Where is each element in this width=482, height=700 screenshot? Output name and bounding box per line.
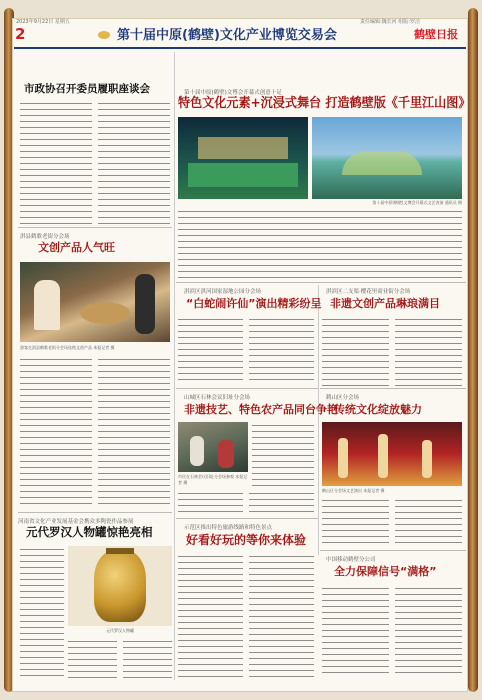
article-body — [20, 100, 170, 224]
masthead-logo: 鹤壁日报 — [414, 28, 458, 41]
photo-caption: 市民在石林会议旧址分会场参观 本报记者 摄 — [178, 474, 248, 485]
article-body — [322, 316, 462, 386]
column-divider — [174, 52, 175, 680]
article-kicker: 淇滨区淇河国家湿地公园分会场 — [184, 289, 262, 295]
divider — [320, 388, 466, 389]
photo-caption: 元代罗汉人物罐 — [106, 628, 134, 633]
article-body — [20, 546, 64, 676]
article-body — [178, 553, 314, 678]
divider — [176, 518, 318, 519]
article-kicker: 山城区石林会议旧址分会场 — [184, 395, 251, 401]
divider — [18, 512, 172, 513]
photo-cultural-performance — [322, 422, 462, 486]
article-body — [322, 585, 462, 678]
article-title: 非遗文创产品琳琅满目 — [330, 297, 440, 310]
article-kicker: 中国移动鹤壁分公司 — [326, 557, 376, 563]
article-body — [322, 497, 462, 547]
editor-credit: 责任编辑:魏长河 组版:罗洁 — [360, 19, 420, 25]
article-kicker: 第十届中原(鹤壁)文博会开幕式创意十足 — [184, 90, 282, 96]
photo-caption: 鹤山区分会场文艺演出 本报记者 摄 — [322, 488, 385, 493]
photo-porcelain-jar — [68, 546, 172, 626]
article-kicker: 河南省文化产业发展基金会携众多陶瓷作品参展 — [18, 519, 134, 525]
page-number: 2 — [15, 25, 26, 43]
article-body — [20, 356, 170, 506]
article-title: 传统文化绽放魅力 — [334, 403, 422, 416]
article-kicker: 鹤山区分会场 — [326, 395, 360, 401]
article-title: 元代罗汉人物罐惊艳亮相 — [26, 525, 153, 539]
dateline: 2023年9月22日 星期五 — [16, 19, 70, 25]
divider — [176, 388, 318, 389]
photo-shoppers — [20, 262, 170, 342]
article-title: 非遗技艺、特色农产品同台争艳 — [184, 403, 338, 416]
photo-exhibition-visitors — [178, 422, 248, 472]
article-kicker: 淇滨区二支渠·樱花里商业街分会场 — [326, 289, 411, 295]
photo-caption: 第十届中原(鹤壁)文博会开幕式文艺表演 通讯员 摄 — [372, 200, 462, 205]
article-body — [178, 208, 462, 278]
article-title: 文创产品人气旺 — [38, 241, 115, 254]
article-kicker: 示范区推出特色旅游线路和特色景点 — [184, 525, 273, 531]
photo-caption: 游客在淇县鹤歌老街分会场选购文创产品 本报记者 摄 — [20, 345, 115, 350]
column-divider — [318, 285, 319, 555]
photo-stage-performance — [178, 117, 308, 199]
article-title: 特色文化元素+沉浸式舞台 打造鹤壁版《千里江山图》 — [178, 96, 471, 111]
banner-emblem-icon — [98, 31, 110, 39]
article-body — [252, 422, 314, 486]
article-kicker: 淇县鹤歌老街分会场 — [20, 234, 70, 240]
divider — [320, 550, 466, 551]
article-body — [178, 490, 314, 514]
banner-title: 第十届中原(鹤壁)文化产业博览交易会 — [117, 28, 337, 43]
divider — [176, 282, 466, 283]
article-title: 全力保障信号“满格” — [334, 565, 437, 578]
article-body — [178, 316, 314, 384]
article-body — [68, 638, 172, 678]
article-title: 市政协召开委员履职座谈会 — [24, 83, 150, 95]
divider — [18, 227, 172, 228]
article-title: “白蛇闹许仙”演出精彩纷呈 — [186, 297, 322, 310]
photo-stage-landscape — [312, 117, 462, 199]
header-rule — [14, 47, 466, 49]
article-title: 好看好玩的等你来体验 — [186, 533, 307, 547]
